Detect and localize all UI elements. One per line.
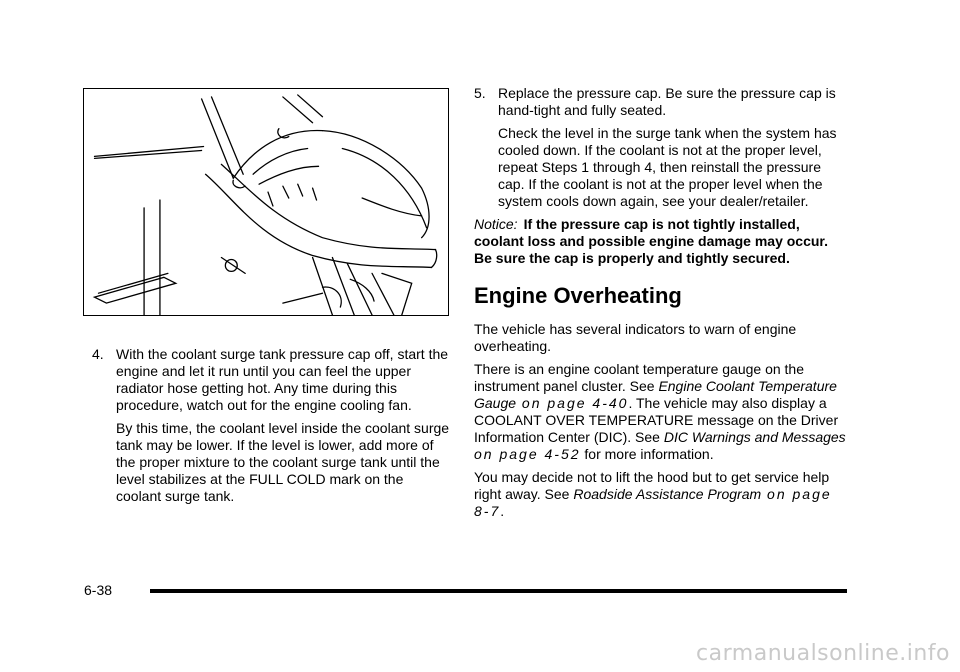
coolant-gauge-link[interactable]: Engine Coolant Temperature Gauge bbox=[474, 378, 837, 411]
service-text-b: . bbox=[500, 503, 505, 519]
step-5 bbox=[474, 85, 846, 119]
page-ref-4-52[interactable]: on page 4-52 bbox=[474, 446, 581, 462]
gauge-text-a: There is an engine coolant temperature gauge on the instrument panel cluster. See bbox=[474, 361, 805, 394]
step-text: With the coolant surge tank pressure cap off, start the engine and let it run until you can feel the upper radiator hose getting hot. Any time during this procedure, watch out for the engine cooling fan. bbox=[116, 346, 449, 413]
page-ref-4-40[interactable]: on page 4-40 bbox=[516, 395, 629, 411]
notice-text: If the pressure cap is not tightly installed, coolant loss and possible engine damage may occur. Be sure the cap is properly and tightly secured. bbox=[474, 216, 828, 266]
left-column bbox=[92, 346, 452, 511]
service-paragraph bbox=[474, 469, 846, 520]
gauge-text-c: for more information. bbox=[580, 446, 714, 462]
step-text: Replace the pressure cap. Be sure the pressure cap is hand-tight and fully seated. bbox=[498, 85, 836, 118]
roadside-assistance-link[interactable]: Roadside Assistance Program bbox=[573, 486, 762, 502]
notice-label: Notice: bbox=[474, 216, 518, 232]
overheating-intro: The vehicle has several indicators to warn of engine overheating. bbox=[474, 321, 797, 354]
radiator-hose-illustration bbox=[83, 88, 449, 316]
step-number: 4. bbox=[92, 346, 104, 362]
page-ref-8-7[interactable]: on page 8-7 bbox=[474, 486, 832, 519]
gauge-text-b: . The vehicle may also display a COOLANT OVER TEMPERATURE message on the Driver Information Center (DIC). See bbox=[474, 395, 839, 445]
hand-on-radiator-hose-drawing bbox=[84, 89, 448, 315]
page-number: 6-38 bbox=[84, 582, 113, 598]
footer-rule bbox=[150, 589, 847, 593]
step-5-detail: Check the level in the surge tank when the system has cooled down. If the coolant is not at the proper level, repeat Steps 1 through 4, then reinstall the pressure cap. If the coolant is not at the proper level when the system cools down again, see your dealer/retailer. bbox=[498, 125, 837, 209]
section-heading: Engine Overheating bbox=[474, 283, 682, 308]
gauge-paragraph bbox=[474, 361, 846, 463]
step-4 bbox=[92, 346, 452, 414]
notice-paragraph bbox=[474, 216, 846, 267]
step-4-detail: By this time, the coolant level inside the coolant surge tank may be lower. If the level is lower, add more of the proper mixture to the coolant surge tank until the level stabilizes at the FULL COLD mark on the coolant surge tank. bbox=[116, 420, 450, 504]
step-number: 5. bbox=[474, 85, 486, 101]
right-column bbox=[474, 85, 846, 526]
dic-warnings-link[interactable]: DIC Warnings and Messages bbox=[663, 429, 846, 445]
watermark-text: carmanualsonline.info bbox=[696, 641, 950, 666]
service-text-a: You may decide not to lift the hood but to get service help right away. See bbox=[474, 469, 830, 502]
